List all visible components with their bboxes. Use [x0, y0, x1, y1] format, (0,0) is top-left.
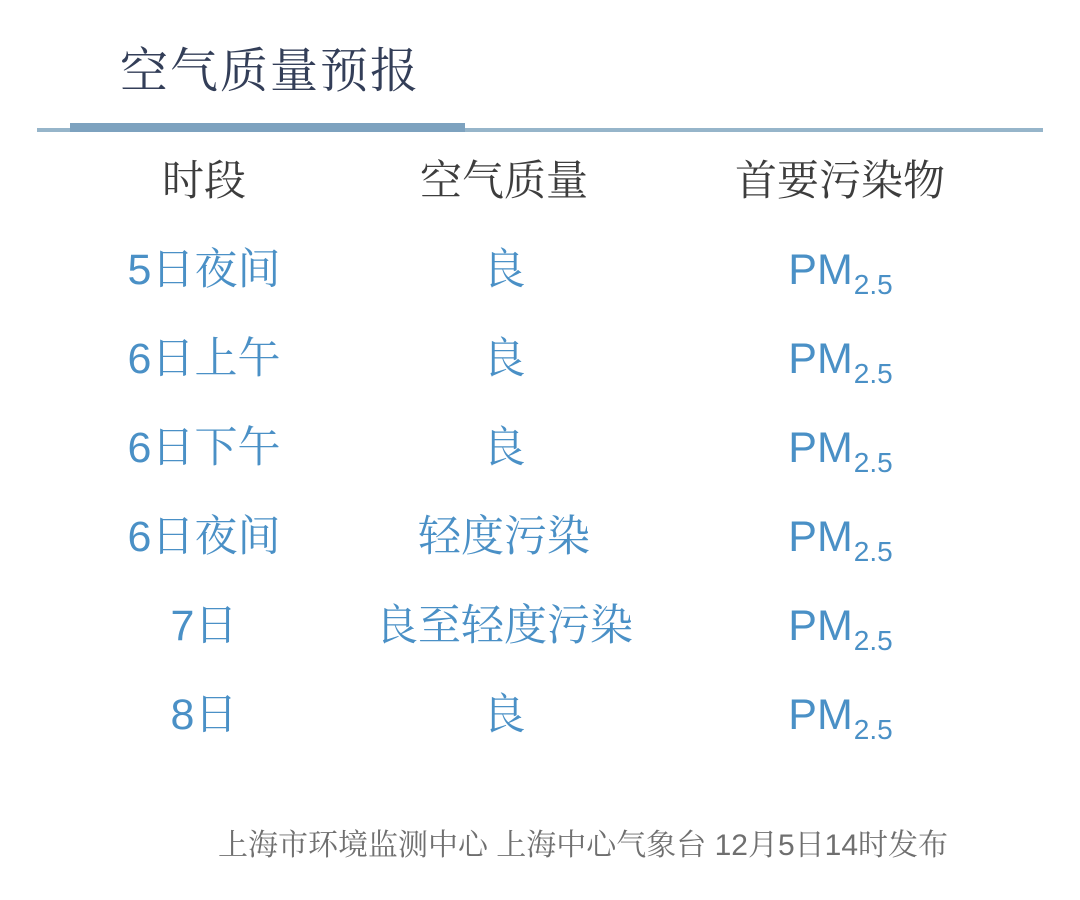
quality-cell: 轻度污染	[418, 512, 590, 561]
pollutant-subscript: 2.5	[853, 357, 893, 389]
pollutant-subscript: 2.5	[853, 268, 893, 300]
period-cell: 7日	[170, 601, 238, 650]
pollutant-base: PM	[788, 601, 853, 650]
table-row	[40, 315, 1040, 404]
period-cell: 6日上午	[127, 334, 281, 383]
table-row	[40, 493, 1040, 582]
page-title: 空气质量预报	[120, 45, 421, 98]
quality-cell: 良	[482, 334, 526, 383]
forecast-table	[40, 150, 1040, 760]
pollutant-subscript: 2.5	[853, 535, 893, 567]
period-cell: 8日	[170, 690, 238, 739]
pollutant-base: PM	[788, 690, 853, 739]
pollutant-subscript: 2.5	[853, 713, 893, 745]
col-header-pollutant: 首要污染物	[734, 156, 945, 204]
pollutant-cell	[640, 245, 1040, 300]
quality-cell: 良	[482, 423, 526, 472]
pollutant-cell	[640, 512, 1040, 567]
pollutant-cell	[640, 601, 1040, 656]
quality-cell: 良	[482, 245, 526, 294]
col-header-quality: 空气质量	[419, 156, 588, 204]
pollutant-subscript: 2.5	[853, 446, 893, 478]
title-divider-accent	[70, 123, 465, 132]
period-cell: 6日下午	[127, 423, 281, 472]
period-cell: 6日夜间	[127, 512, 281, 561]
pollutant-base: PM	[788, 423, 853, 472]
table-row	[40, 226, 1040, 315]
pollutant-base: PM	[788, 334, 853, 383]
pollutant-base: PM	[788, 512, 853, 561]
table-row	[40, 582, 1040, 671]
col-header-period: 时段	[161, 156, 246, 204]
pollutant-cell	[640, 334, 1040, 389]
pollutant-cell	[640, 690, 1040, 745]
table-row	[40, 671, 1040, 760]
pollutant-subscript: 2.5	[853, 624, 893, 656]
table-header-row	[40, 150, 1040, 212]
quality-cell: 良至轻度污染	[375, 601, 633, 650]
quality-cell: 良	[482, 690, 526, 739]
period-cell: 5日夜间	[127, 245, 281, 294]
pollutant-base: PM	[788, 245, 853, 294]
table-row	[40, 404, 1040, 493]
source-attribution: 上海市环境监测中心 上海中心气象台 12月5日14时发布	[217, 829, 949, 862]
pollutant-cell	[640, 423, 1040, 478]
